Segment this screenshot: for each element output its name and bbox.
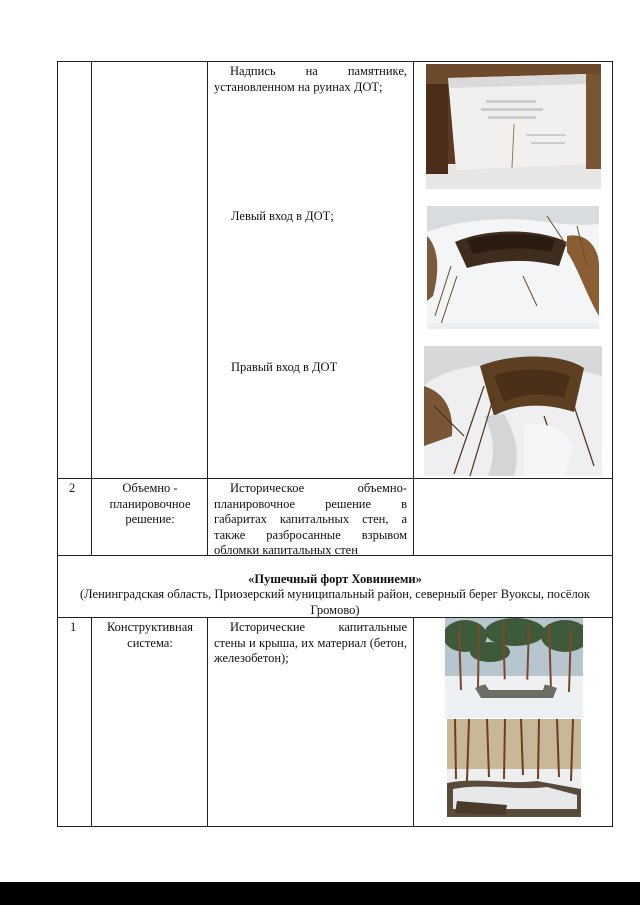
table-border-top [57,61,613,62]
forest-ruins-photo [447,719,581,817]
fort-location: (Ленинградская область, Приозерский муниципальный район, северный берег Вуоксы, посёлок Громово) [79,587,591,617]
description-planning-solution: Историческое объемно-планировочное решение в габаритах капитальных стен, а также разбросанные взрывом обломки капитальных стен [214,481,407,557]
caption-left-entrance: Левый вход в ДОТ; [231,209,334,223]
fort-title: «Пушечный форт Ховиниеми» [248,572,422,586]
col-divider-2 [207,61,208,555]
bunker-left-entrance-photo [427,206,599,329]
row-divider-1 [57,478,613,479]
category-structural-system: Конструктивная система: [106,620,194,650]
row-number: 1 [70,620,77,634]
table-border-left [57,61,58,827]
memorial-plaque-photo [426,64,601,189]
col-divider-3 [413,61,414,555]
row-number: 2 [69,481,76,495]
caption-right-entrance: Правый вход в ДОТ [231,360,338,374]
table-border-right [612,61,613,827]
description-structural-system: Исторические капитальные стены и крыша, их материал (бетон, железобетон); [214,620,407,665]
col-divider-1b [91,617,92,827]
table-border-bottom [57,826,613,827]
col-divider-3b [413,617,414,827]
snowy-forest-photo [445,618,583,718]
bunker-right-entrance-photo [424,346,602,476]
scan-bottom-edge [0,882,640,905]
col-divider-1 [91,61,92,555]
col-divider-2b [207,617,208,827]
caption-memorial-inscription: Надпись на памятнике, установленном на руинах ДОТ; [214,64,407,94]
category-planning-solution: Объемно - планировочное решение: [109,481,191,526]
